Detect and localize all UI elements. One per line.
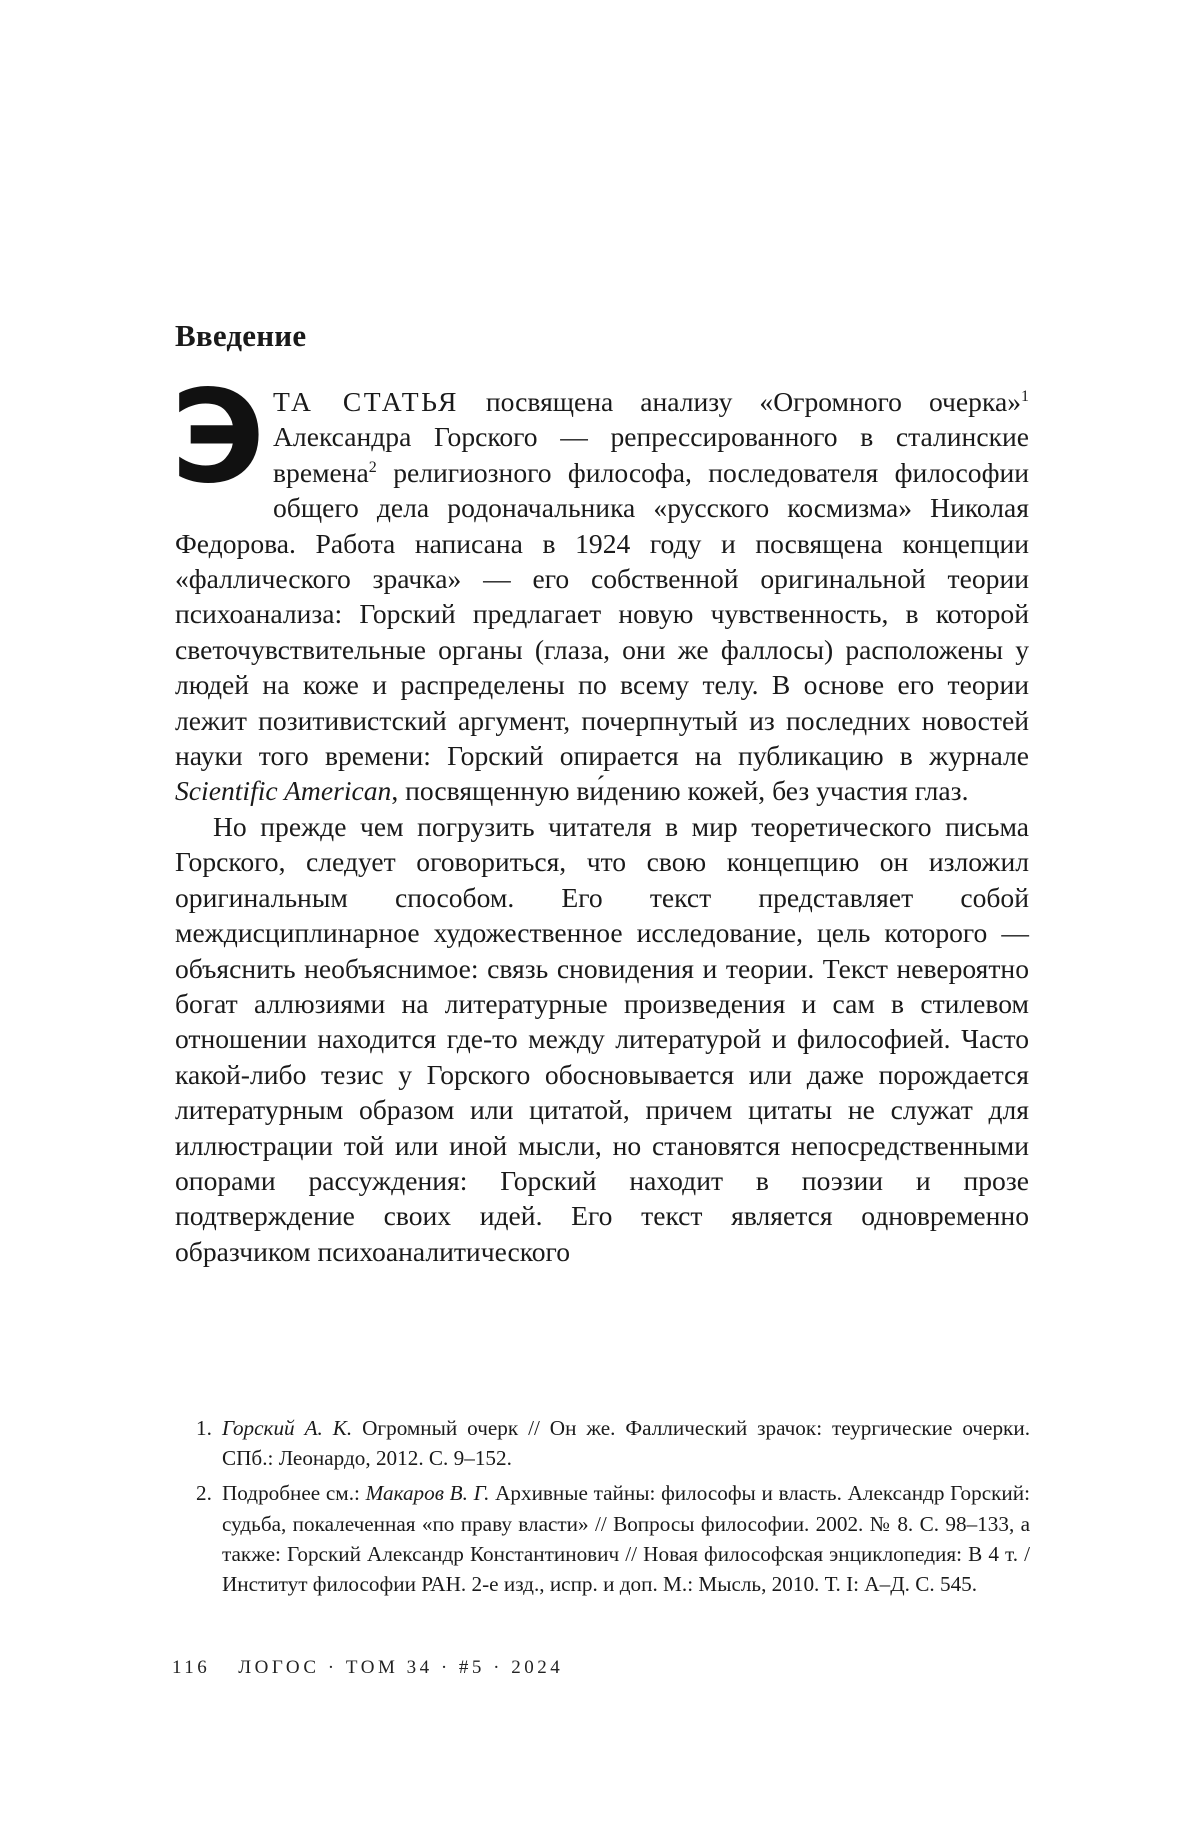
footnote-2 [196,1478,1030,1599]
lead-words: ТА СТАТЬЯ [273,386,459,417]
footnote-author: Макаров В. Г. [365,1481,490,1506]
running-footer [172,1657,563,1679]
paragraph-1-text-a: посвящена анализу «Огромного очерка» [458,386,1021,417]
footnotes [196,1413,1030,1604]
footnote-text: Архивные тайны: философы и власть. Александр Горский: судьба, покалеченная «по праву власти» // Вопросы философии. 2002. № 8. С. 98–133, а также: Горский Александр Константинович // Новая философская энциклопедия: В 4 т. / Институт философии РАН. 2-е изд., испр. и доп. М.: Мысль, 2010. Т. I: А–Д. С. 545. [222,1481,1030,1597]
journal-title: Scientific American [175,775,392,807]
footnote-text: Огромный очерк // Он же. Фаллический зрачок: теургические очерки. СПб.: Леонардо, 2012. С. 9–152. [222,1416,1030,1471]
footnote-number: 2. [196,1481,212,1506]
footnote-number: 1. [196,1416,212,1440]
footnote-prefix: Подробнее см.: [222,1481,366,1506]
footnote-ref-1[interactable]: 1 [1021,387,1029,405]
body-text [171,363,1029,1269]
paragraph-1 [171,363,1029,809]
paragraph-1-text-d: , посвященную ви́дению кожей, без участия глаз. [391,775,969,807]
journal-info: ЛОГОС · ТОМ 34 · #5 · 2024 [238,1657,564,1678]
footnote-author: Горский А. К. [222,1416,353,1440]
drop-cap: Э [171,363,265,512]
paragraph-1-text-b: Александра Горского — репрессированного в сталинские времена [273,421,1029,488]
paragraph-2: Но прежде чем погрузить читателя в мир теоретического письма Горского, следует оговориться, что свою концепцию он изложил оригинальным способом. Его текст представляет собой междисциплинарное художественное исследование, цель которого — объяснить необъяснимое: связь сновидения и теории. Текст невероятно богат аллюзиями на литературные произведения и сам в стилевом отношении находится где-то между литературой и философией. Часто какой-либо тезис у Горского обосновывается или даже порождается литературным образом или цитатой, причем цитаты не служат для иллюстрации той или иной мысли, но становятся непосредственными опорами рассуждения: Горский находит в поэзии и прозе подтверждение своих идей. Его текст является одновременно образчиком психоаналитического [175,810,1029,1267]
footnote-ref-2[interactable]: 2 [368,458,377,476]
section-heading: Введение [175,318,307,353]
paragraph-1-text-c: религиозного философа, последователя философии общего дела родоначальника «русского космизма» Николая Федорова. Работа написана в 1924 году и посвящена концепции «фаллического зрачка» — его собственной оригинальной теории психоанализа: Горский предлагает новую чувственность, в которой светочувствительные органы (глаза, они же фаллосы) расположены у людей на коже и распределены по всему телу. В основе его теории лежит позитивистский аргумент, почерпнутый из последних новостей науки того времени: Горский опирается на публикацию в журнале [175,456,1029,772]
page-number: 116 [172,1657,211,1678]
footnote-1 [196,1413,1030,1473]
